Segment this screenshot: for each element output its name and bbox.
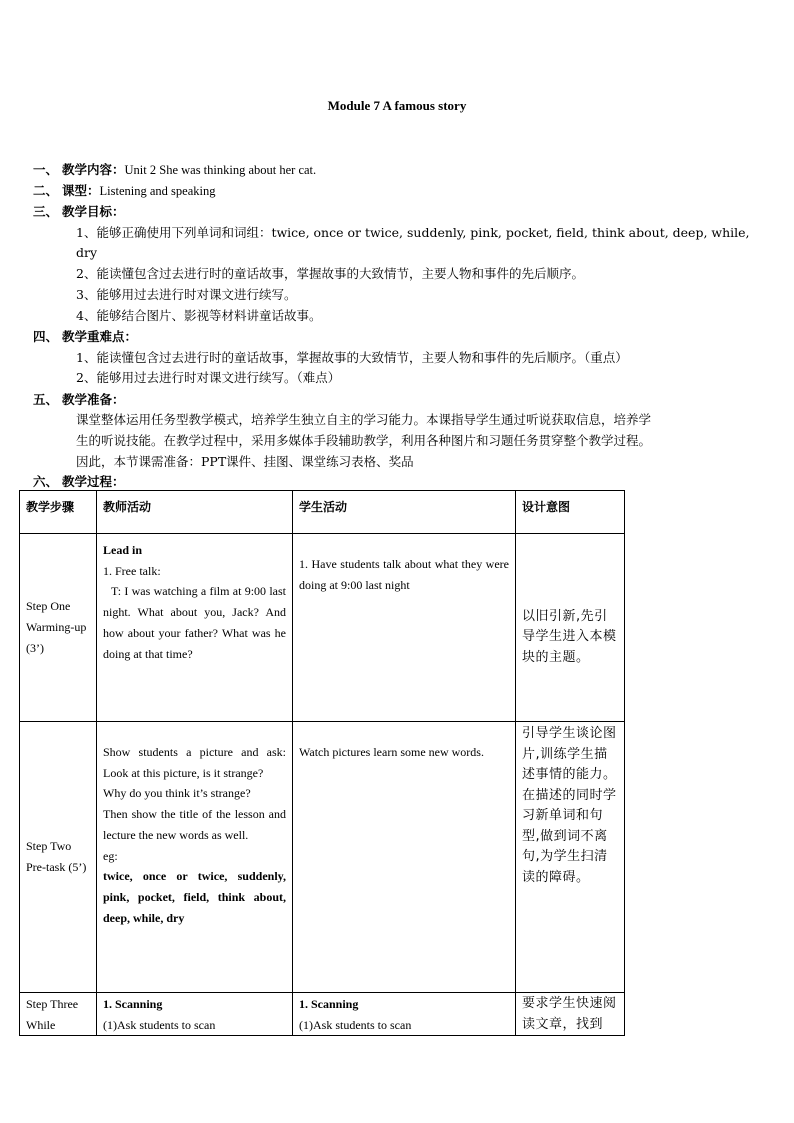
table-row (20, 722, 625, 993)
table-row (20, 993, 625, 1036)
section-process (33, 472, 125, 492)
section-content (33, 160, 316, 180)
intent-cell: 引导学生谈论图片,训练学生描述事情的能力。在描述的同时学习新单词和句型,做到词不离句,为学生扫清读的障碍。 (516, 722, 625, 993)
teacher-cell (97, 993, 293, 1036)
student-text: 1. Have students talk about what they were doing at 9:00 last night (299, 557, 509, 592)
teacher-cell (97, 722, 293, 993)
section-text: Unit 2 She was thinking about her cat. (124, 163, 317, 177)
teacher-text: (1)Ask students to scan (103, 1017, 216, 1032)
step-cell: Step One Warming-up (3’) (20, 534, 97, 722)
teacher-heading: Lead in (103, 543, 143, 557)
teacher-cell (97, 534, 293, 722)
student-cell (293, 993, 516, 1036)
section-key-points (33, 327, 137, 347)
section-number: 四、 (33, 329, 59, 344)
document-title: Module 7 A famous story (327, 98, 467, 113)
preparation-line: 课堂整体运用任务型教学模式，培养学生独立自主的学习能力。本课指导学生通过听说获取信息，培养学 (76, 412, 652, 427)
intent-cell: 要求学生快速阅读文章，找到 (516, 993, 625, 1036)
header-step: 教学步骤 (20, 491, 97, 534)
teacher-eg: eg: (103, 848, 118, 863)
teacher-text: T: I was watching a film at 9:00 last night. What about you, Jack? And how about your father? What was he doing at that time? (103, 584, 286, 661)
key-point-item: 1、能读懂包含过去进行时的童话故事，掌握故事的大致情节，主要人物和事件的先后顺序。（重点） (76, 350, 628, 365)
student-text: (1)Ask students to scan (299, 1017, 412, 1032)
section-heading: 教学内容： (62, 162, 125, 177)
key-point-item: 2、能够用过去进行时对课文进行续写。（难点） (76, 370, 341, 385)
section-number: 五、 (33, 392, 59, 407)
teaching-process-table (19, 490, 625, 1036)
teacher-text: Show students a picture and ask: Look at this picture, is it strange? (103, 745, 286, 780)
student-heading: 1. Scanning (299, 997, 359, 1011)
header-student: 学生活动 (293, 491, 516, 534)
section-text: Listening and speaking (99, 184, 216, 198)
section-number: 一、 (33, 162, 59, 177)
objective-item: dry (76, 245, 98, 260)
intent-cell: 以旧引新,先引导学生进入本模块的主题。 (516, 534, 625, 722)
teacher-subheading: 1. Free talk: (103, 563, 161, 578)
section-number: 二、 (33, 183, 59, 198)
section-lesson-type (33, 181, 215, 201)
table-header-row (20, 491, 625, 534)
header-intent: 设计意图 (516, 491, 625, 534)
step-cell: Step Three While (20, 993, 97, 1036)
step-cell: Step Two Pre-task (5’) (20, 722, 97, 993)
section-heading: 教学重难点： (62, 329, 138, 344)
section-heading: 教学准备： (62, 392, 125, 407)
objective-item: 3、能够用过去进行时对课文进行续写。 (76, 287, 297, 302)
section-heading: 教学目标： (62, 204, 125, 219)
preparation-line: 因此，本节课需准备：PPT课件、挂图、课堂练习表格、奖品 (76, 454, 414, 469)
teacher-heading: 1. Scanning (103, 997, 163, 1011)
objective-item: 1、能够正确使用下列单词和词组：twice, once or twice, suddenly, pink, pocket, field, think about, deep, while, (76, 225, 750, 240)
section-preparation (33, 390, 125, 410)
teacher-text: Why do you think it’s strange? (103, 786, 251, 801)
header-teacher: 教师活动 (97, 491, 293, 534)
section-heading: 课型： (62, 183, 100, 198)
student-cell (293, 722, 516, 993)
objective-item: 2、能读懂包含过去进行时的童话故事，掌握故事的大致情节，主要人物和事件的先后顺序。 (76, 266, 584, 281)
vocabulary-list: twice, once or twice, suddenly, pink, pocket, field, think about, deep, while, dry (103, 869, 286, 925)
student-text: Watch pictures learn some new words. (299, 745, 484, 759)
preparation-line: 生的听说技能。在教学过程中，采用多媒体手段辅助教学，利用各种图片和习题任务贯穿整个教学过程。 (76, 433, 652, 448)
section-objectives (33, 202, 125, 222)
table-row (20, 534, 625, 722)
section-number: 三、 (33, 204, 59, 219)
objective-item: 4、能够结合图片、影视等材料讲童话故事。 (76, 308, 322, 323)
student-cell (293, 534, 516, 722)
section-number: 六、 (33, 474, 59, 489)
teacher-text: Then show the title of the lesson and lecture the new words as well. (103, 807, 286, 842)
section-heading: 教学过程： (62, 474, 125, 489)
